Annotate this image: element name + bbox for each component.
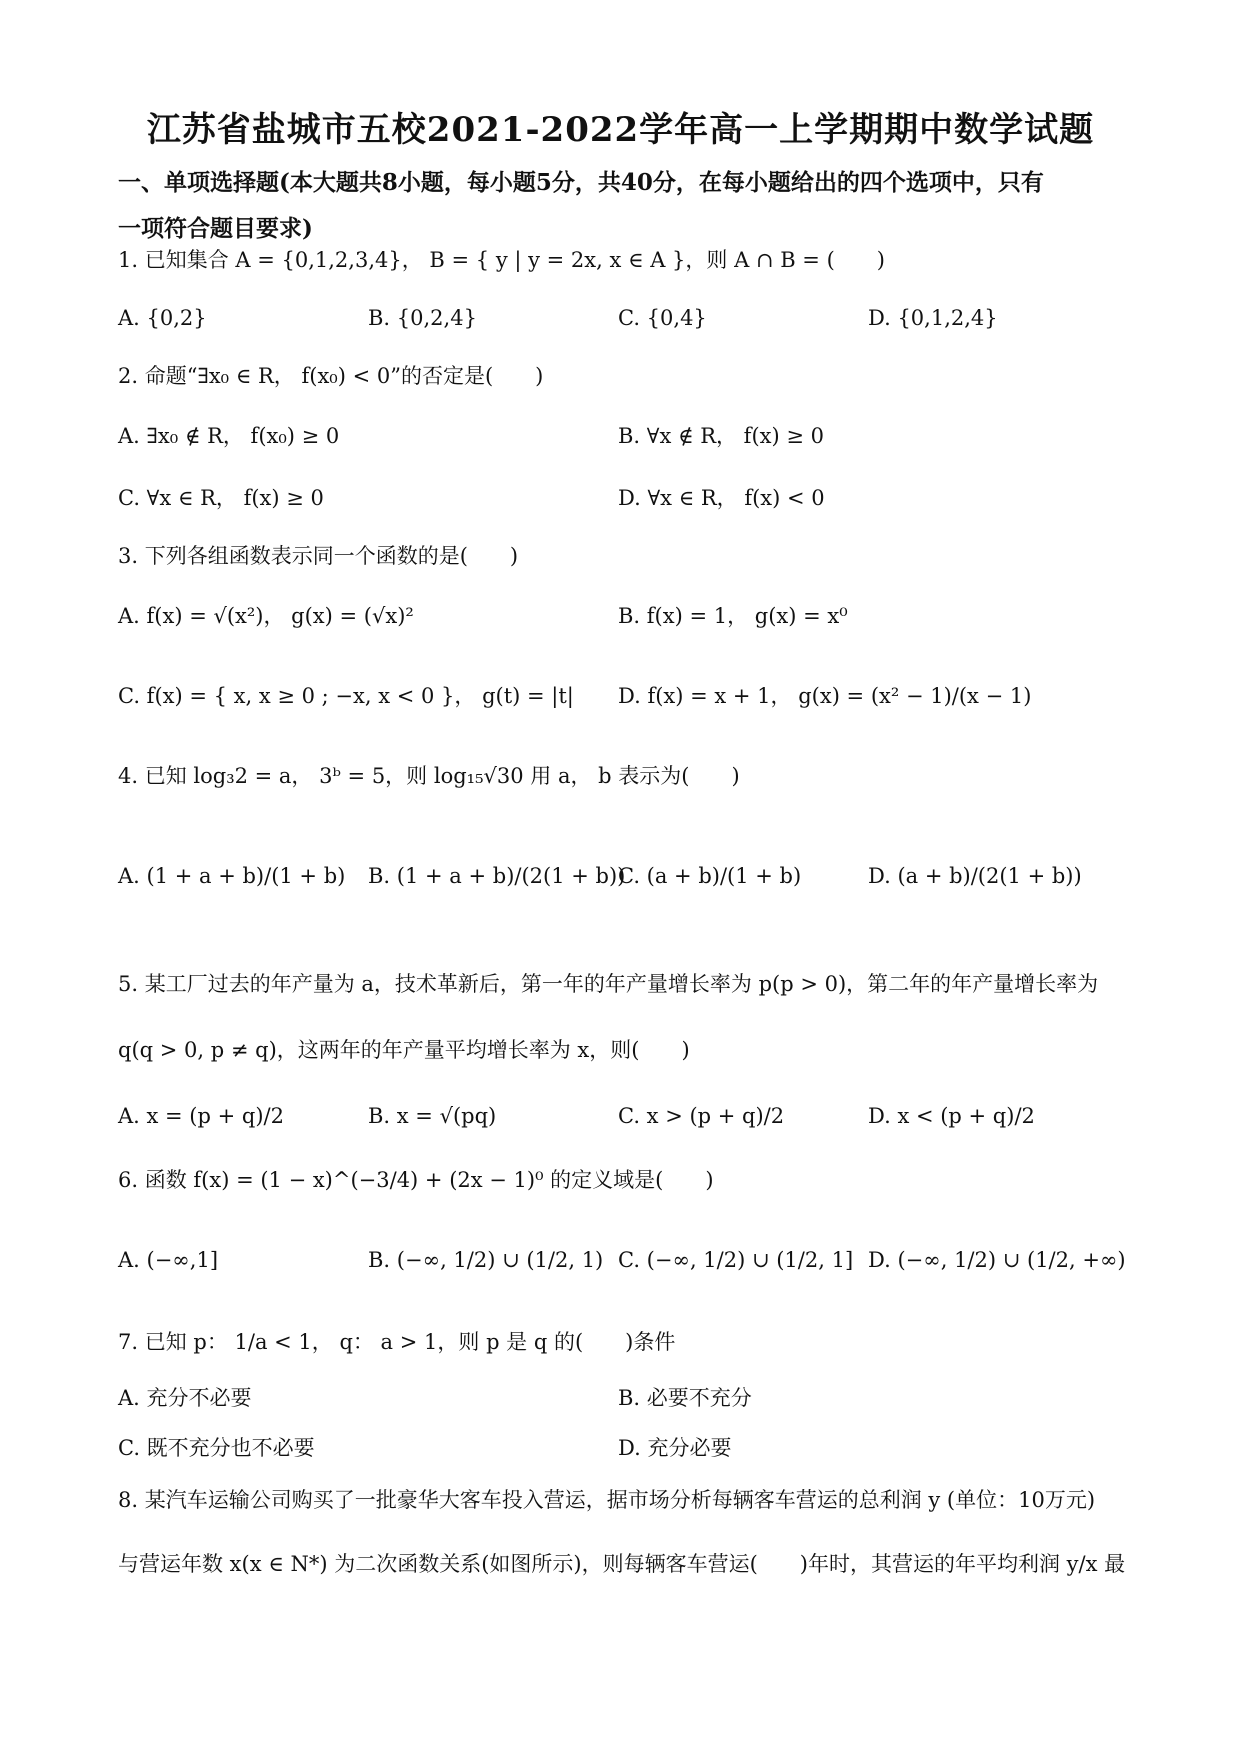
question-2-option-d: D. ∀x ∈ R， f(x) < 0 — [618, 486, 825, 510]
question-5-option-d: D. x < (p + q)/2 — [868, 1104, 1035, 1128]
question-1-stem: 1. 已知集合 A = {0,1,2,3,4}， B = { y | y = 2x, x ∈ A }，则 A ∩ B = ( ) — [118, 248, 885, 272]
question-6-stem: 6. 函数 f(x) = (1 − x)^(−3/4) + (2x − 1)⁰ 的定义域是( ) — [118, 1168, 714, 1192]
question-8-stem-line2: 与营运年数 x(x ∈ N*) 为二次函数关系(如图所示)，则每辆客车营运( )年时，其营运的年平均利润 y/x 最 — [118, 1552, 1126, 1576]
question-3-option-c: C. f(x) = { x, x ≥ 0 ; −x, x < 0 }， g(t) = |t| — [118, 684, 574, 708]
question-4-stem: 4. 已知 log₃2 = a， 3ᵇ = 5，则 log₁₅√30 用 a， b 表示为( ) — [118, 764, 740, 788]
question-6-option-d: D. (−∞, 1/2) ∪ (1/2, +∞) — [868, 1248, 1126, 1272]
question-4-option-a: A. (1 + a + b)/(1 + b) — [118, 864, 346, 888]
question-7-option-c: C. 既不充分也不必要 — [118, 1436, 315, 1460]
question-5-option-a: A. x = (p + q)/2 — [118, 1104, 284, 1128]
question-1-option-b: B. {0,2,4} — [368, 306, 477, 330]
question-4-option-d: D. (a + b)/(2(1 + b)) — [868, 864, 1082, 888]
question-2-option-b: B. ∀x ∉ R， f(x) ≥ 0 — [618, 424, 824, 448]
question-7-option-d: D. 充分必要 — [618, 1436, 732, 1460]
question-5-option-b: B. x = √(pq) — [368, 1104, 497, 1128]
question-4-option-b: B. (1 + a + b)/(2(1 + b)) — [368, 864, 626, 888]
question-5-stem: 5. 某工厂过去的年产量为 a，技术革新后，第一年的年产量增长率为 p(p > 0)，第二年的年产量增长率为 — [118, 972, 1099, 996]
question-5-stem-line2: q(q > 0, p ≠ q)，这两年的年产量平均增长率为 x，则( ) — [118, 1038, 690, 1062]
question-7-stem: 7. 已知 p： 1/a < 1， q： a > 1，则 p 是 q 的( )条件 — [118, 1330, 676, 1354]
question-8-stem: 8. 某汽车运输公司购买了一批豪华大客车投入营运，据市场分析每辆客车营运的总利润 y (单位：10万元) — [118, 1488, 1096, 1512]
page-title: 江苏省盐城市五校2021-2022学年高一上学期期中数学试题 — [146, 110, 1095, 150]
section-heading-line2: 一项符合题目要求) — [118, 215, 313, 242]
question-6-option-c: C. (−∞, 1/2) ∪ (1/2, 1] — [618, 1248, 854, 1272]
question-1-option-a: A. {0,2} — [118, 306, 207, 330]
question-2-stem: 2. 命题“∃x₀ ∈ R， f(x₀) < 0”的否定是( ) — [118, 364, 544, 388]
question-6-option-a: A. (−∞,1] — [118, 1248, 219, 1272]
question-3-option-b: B. f(x) = 1， g(x) = x⁰ — [618, 604, 848, 628]
question-1-option-d: D. {0,1,2,4} — [868, 306, 998, 330]
question-6-option-b: B. (−∞, 1/2) ∪ (1/2, 1) — [368, 1248, 604, 1272]
section-heading-line1: 一、单项选择题(本大题共8小题，每小题5分，共40分，在每小题给出的四个选项中，只有 — [118, 169, 1044, 196]
question-3-option-d: D. f(x) = x + 1， g(x) = (x² − 1)/(x − 1) — [618, 684, 1032, 708]
question-1-option-c: C. {0,4} — [618, 306, 707, 330]
question-7-option-a: A. 充分不必要 — [118, 1386, 252, 1410]
question-4-option-c: C. (a + b)/(1 + b) — [618, 864, 802, 888]
question-7-option-b: B. 必要不充分 — [618, 1386, 752, 1410]
question-3-option-a: A. f(x) = √(x²)， g(x) = (√x)² — [118, 604, 414, 628]
question-2-option-c: C. ∀x ∈ R， f(x) ≥ 0 — [118, 486, 324, 510]
section-heading — [118, 160, 1128, 252]
question-2-option-a: A. ∃x₀ ∉ R， f(x₀) ≥ 0 — [118, 424, 340, 448]
question-3-stem: 3. 下列各组函数表示同一个函数的是( ) — [118, 544, 519, 568]
question-5-option-c: C. x > (p + q)/2 — [618, 1104, 785, 1128]
